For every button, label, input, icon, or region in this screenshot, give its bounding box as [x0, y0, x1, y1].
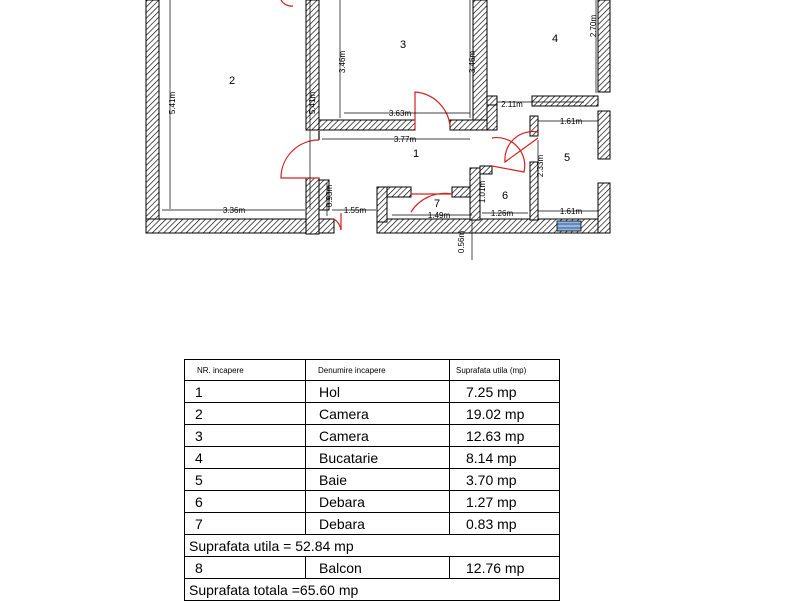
room-area: 12.76 mp	[450, 557, 560, 579]
balcony-marker	[557, 221, 581, 231]
room-number-label: 2	[228, 75, 236, 87]
dim-label: 1.61m	[559, 117, 583, 126]
room-name: Bucatarie	[306, 447, 450, 469]
room-area: 3.70 mp	[450, 469, 560, 491]
room-nr: 6	[185, 491, 306, 513]
table-row	[185, 513, 560, 535]
room-nr: 4	[185, 447, 306, 469]
header-name: Denumire incapere	[306, 360, 450, 381]
room-nr: 7	[185, 513, 306, 535]
room-number-label: 1	[412, 148, 420, 160]
floor-plan	[0, 0, 800, 300]
room-name: Balcon	[306, 557, 450, 579]
room-name: Camera	[306, 403, 450, 425]
room-name: Camera	[306, 425, 450, 447]
dim-label: 1.49m	[427, 211, 451, 220]
table-row	[185, 403, 560, 425]
dim-label: 5.41m	[168, 91, 177, 115]
dim-label: 2.33m	[536, 154, 545, 178]
dim-label: 2.70m	[589, 14, 598, 38]
room-name: Baie	[306, 469, 450, 491]
room-number-label: 5	[563, 152, 571, 164]
dim-label: 0.56m	[457, 230, 466, 254]
balcony-row	[185, 557, 560, 579]
dim-label: 0.93m	[325, 184, 334, 208]
dim-label: 5.41m	[308, 91, 317, 115]
dim-label: 2.11m	[501, 100, 523, 109]
room-nr: 3	[185, 425, 306, 447]
dim-label: 3.77m	[393, 135, 417, 144]
room-area: 12.63 mp	[450, 425, 560, 447]
room-number-label: 4	[551, 33, 559, 45]
header-nr: NR. incapere	[185, 360, 306, 381]
room-number-label: 7	[433, 198, 441, 210]
room-area: 7.25 mp	[450, 381, 560, 403]
room-area-table	[184, 359, 560, 601]
room-area: 1.27 mp	[450, 491, 560, 513]
dim-label: 1.01m	[478, 180, 487, 204]
table-row	[185, 469, 560, 491]
table-row	[185, 381, 560, 403]
table-header-row	[185, 360, 560, 381]
subtotal-row	[185, 535, 560, 557]
room-name: Hol	[306, 381, 450, 403]
walls	[146, 0, 610, 234]
table-row	[185, 491, 560, 513]
table-row	[185, 447, 560, 469]
room-area: 0.83 mp	[450, 513, 560, 535]
dim-label: 3.63m	[388, 109, 412, 118]
room-nr: 2	[185, 403, 306, 425]
total-row	[185, 579, 560, 601]
room-nr: 1	[185, 381, 306, 403]
dim-label: 1.61m	[559, 207, 583, 216]
room-name: Debara	[306, 513, 450, 535]
total-text: Suprafata totala =65.60 mp	[185, 579, 560, 601]
room-number-label: 3	[399, 39, 407, 51]
dim-label: 1.26m	[490, 209, 514, 218]
dim-label: 1.55m	[343, 206, 367, 215]
table-row	[185, 425, 560, 447]
room-area: 8.14 mp	[450, 447, 560, 469]
dim-label: 3.46m	[468, 50, 477, 74]
room-name: Debara	[306, 491, 450, 513]
room-number-label: 6	[501, 190, 509, 202]
room-nr: 8	[185, 557, 306, 579]
room-nr: 5	[185, 469, 306, 491]
dim-label: 3.36m	[222, 206, 246, 215]
header-area: Suprafata utila (mp)	[450, 360, 560, 381]
dim-label: 3.46m	[338, 50, 347, 74]
subtotal-text: Suprafata utila = 52.84 mp	[185, 535, 560, 557]
room-area: 19.02 mp	[450, 403, 560, 425]
